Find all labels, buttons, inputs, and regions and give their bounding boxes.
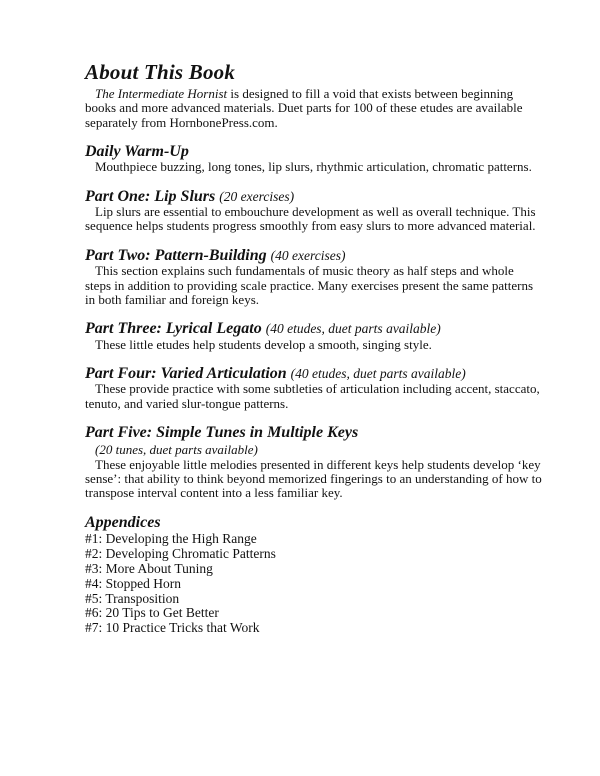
appendix-item: #3: More About Tuning — [85, 560, 213, 576]
section-subtitle: (20 tunes, duet parts available) — [95, 441, 258, 457]
section-body-paragraph: These little etudes help students develop a smooth, singing style. — [95, 336, 432, 352]
section-body-paragraph: These enjoyable little melodies presented in different keys help students develop ‘key sense’: that ability to think beyond memorized fingerings to an understanding of how to transpose interval content into a less familiar key. — [85, 456, 542, 501]
section-subtitle: (20 exercises) — [219, 188, 295, 204]
book-title-italic: The Intermediate Hornist — [95, 86, 228, 101]
intro-text: is designed to fill a void that exists between beginning books and more advanced materials. Duet parts for 100 of these etudes are available separately from HornbonePress.com. — [85, 86, 523, 130]
section-heading — [85, 188, 543, 206]
section-daily-warm-up — [85, 143, 543, 175]
section-heading-text: Part One: Lip Slurs — [85, 187, 216, 205]
appendix-item: #6: 20 Tips to Get Better — [85, 605, 219, 621]
page-title: About This Book — [85, 60, 236, 84]
section-heading-text: Appendices — [85, 514, 161, 532]
appendix-item: #5: Transposition — [85, 590, 180, 606]
section-heading-text: Part Five: Simple Tunes in Multiple Keys — [85, 424, 359, 442]
section-heading — [85, 320, 543, 338]
section-part-three — [85, 320, 543, 352]
section-body-paragraph: Mouthpiece buzzing, long tones, lip slurs, rhythmic articulation, chromatic patterns. — [95, 159, 532, 175]
appendix-item: #7: 10 Practice Tricks that Work — [85, 620, 260, 636]
appendix-item: #1: Developing the High Range — [85, 530, 257, 546]
section-heading — [85, 365, 543, 383]
section-heading — [85, 143, 543, 161]
section-part-one — [85, 188, 543, 234]
section-heading-text: Part Three: Lyrical Legato — [85, 320, 262, 338]
section-appendices — [85, 514, 543, 636]
section-subtitle: (40 exercises) — [270, 247, 346, 263]
section-part-two — [85, 247, 543, 307]
section-body-paragraph: These provide practice with some subtleties of articulation including accent, staccato, tenuto, and varied slur-tongue patterns. — [85, 381, 540, 411]
section-heading-text: Part Two: Pattern-Building — [85, 246, 267, 264]
appendix-item: #4: Stopped Horn — [85, 575, 181, 591]
section-body-paragraph: This section explains such fundamentals of music theory as half steps and whole steps in addition to providing scale practice. Many exercises present the same patterns in both familiar and foreign keys. — [85, 263, 533, 307]
section-heading-text: Daily Warm-Up — [85, 142, 189, 160]
section-heading — [85, 514, 543, 532]
section-body-paragraph: Lip slurs are essential to embouchure development as well as overall technique. This sequence helps students progress smoothly from easy slurs to more advanced material. — [85, 204, 536, 234]
section-subtitle: (40 etudes, duet parts available) — [290, 365, 466, 381]
section-part-five — [85, 424, 543, 500]
section-heading — [85, 424, 543, 442]
intro-paragraph — [85, 87, 543, 130]
appendix-item: #2: Developing Chromatic Patterns — [85, 545, 276, 561]
section-heading — [85, 247, 543, 265]
section-part-four — [85, 365, 543, 411]
section-heading-text: Part Four: Varied Articulation — [85, 364, 287, 382]
section-subtitle: (40 etudes, duet parts available) — [265, 321, 441, 337]
